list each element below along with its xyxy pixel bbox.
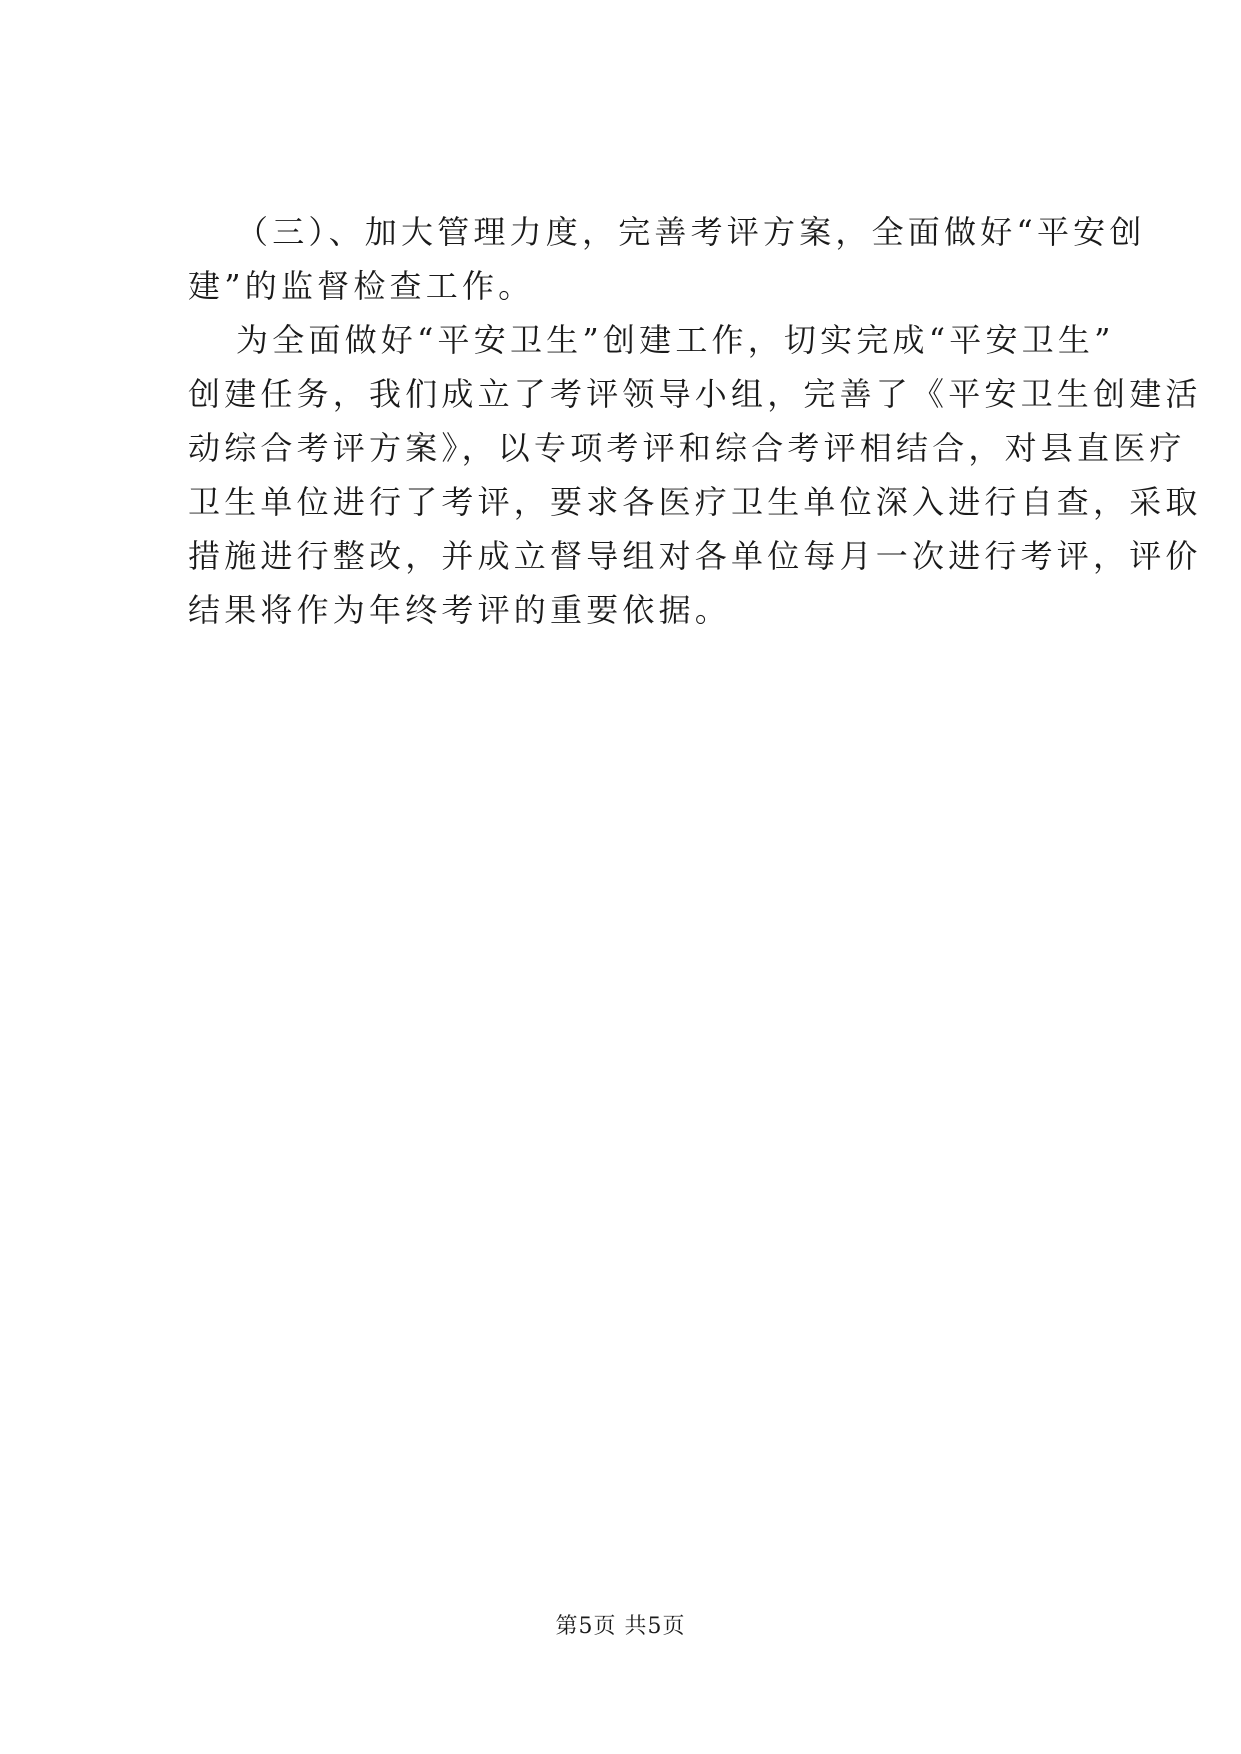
paragraph-line-1: 为全面做好“平安卫生”创建工作，切实完成“平安卫生”	[236, 321, 1115, 359]
paragraph-line-2: 创建任务，我们成立了考评领导小组，完善了《平安卫生创建活	[188, 375, 1202, 413]
heading-line-1: （三）、加大管理力度，完善考评方案，全面做好“平安创	[236, 213, 1146, 251]
paragraph-line-3: 动综合考评方案》，以专项考评和综合考评相结合，对县直医疗	[188, 429, 1186, 467]
document-body	[188, 205, 1202, 637]
paragraph-line-5: 措施进行整改，并成立督导组对各单位每月一次进行考评，评价	[188, 537, 1202, 575]
page-number-footer: 第5页 共5页	[555, 1614, 686, 1639]
paragraph-line-6: 结果将作为年终考评的重要依据。	[188, 591, 732, 629]
heading-line-2: 建”的监督检查工作。	[188, 267, 535, 305]
paragraph-line-4: 卫生单位进行了考评，要求各医疗卫生单位深入进行自查，采取	[188, 483, 1202, 521]
